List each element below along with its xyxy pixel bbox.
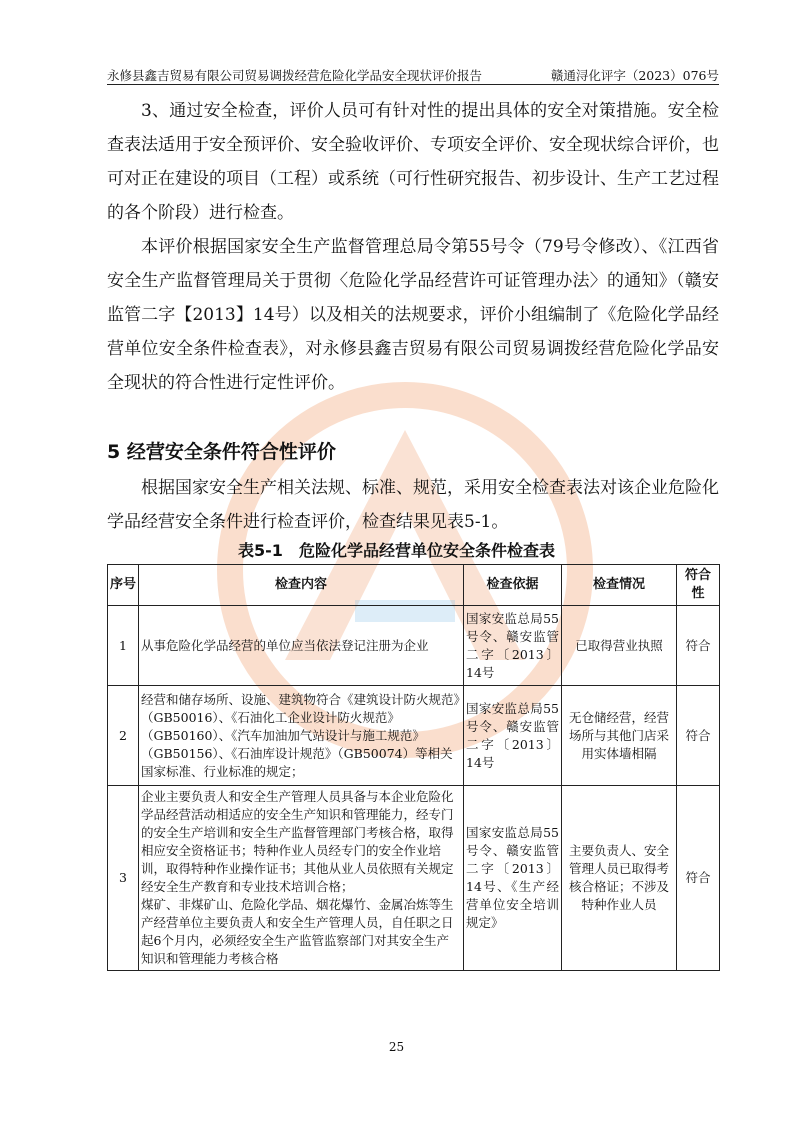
- row-content: [139, 786, 464, 971]
- row-result: 主要负责人、安全管理人员已取得考核合格证；不涉及特种作业人员: [562, 786, 677, 971]
- safety-check-table: [107, 564, 720, 971]
- row-conform: 符合: [677, 786, 720, 971]
- table-row: [108, 686, 720, 786]
- row-no: 1: [108, 606, 139, 686]
- row-content: [139, 686, 464, 786]
- row-basis: 国家安监总局55号令、赣安监管二字〔2013〕14号: [464, 686, 562, 786]
- row-content: [139, 606, 464, 686]
- row-basis: 国家安监总局55号令、赣安监管二字〔2013〕14号、《生产经营单位安全培训规定》: [464, 786, 562, 971]
- header-basis: 检查依据: [464, 565, 562, 606]
- header-report-number: 赣通浔化评字（2023）076号: [550, 68, 719, 83]
- table-row: [108, 786, 720, 971]
- page-header: [107, 62, 719, 85]
- row-result: 无仓储经营，经营场所与其他门店采用实体墙相隔: [562, 686, 677, 786]
- row-content-line: 从事危险化学品经营的单位应当依法登记注册为企业: [141, 637, 429, 653]
- page-number: 25: [388, 1040, 405, 1054]
- row-no: 2: [108, 686, 139, 786]
- table-header-row: [108, 565, 720, 606]
- intro-text: [107, 94, 719, 400]
- intro-paragraph-1: 3、通过安全检查，评价人员可有针对性的提出具体的安全对策措施。安全检查表法适用于安全预评价、安全验收评价、专项安全评价、安全现状综合评价，也可对正在建设的项目（工程）或系统（可行性研究报告、初步设计、生产工艺过程的各个阶段）进行检查。: [107, 101, 719, 223]
- row-content-line: 企业主要负责人和安全生产管理人员具备与本企业危险化学品经营活动相适应的安全生产知识和管理能力，经专门的安全生产培训和安全生产监督管理部门考核合格，取得相应安全资格证书；特种作业人员经专门的安全作业培训，取得特种作业操作证书；其他从业人员依照有关规定经安全生产教育和专业技术培训合格；: [141, 789, 454, 894]
- section-title: 5 经营安全条件符合性评价: [107, 441, 336, 463]
- header-no: 序号: [108, 565, 139, 606]
- header-report-title: 永修县鑫吉贸易有限公司贸易调拨经营危险化学品安全现状评价报告: [107, 68, 483, 83]
- row-basis: 国家安监总局55号令、赣安监管二字〔2013〕14号: [464, 606, 562, 686]
- row-result: 已取得营业执照: [562, 606, 677, 686]
- header-content: 检查内容: [139, 565, 464, 606]
- table-title: 表5-1 危险化学品经营单位安全条件检查表: [238, 541, 555, 560]
- row-content-line: 经营和储存场所、设施、建筑物符合《建筑设计防火规范》（GB50016）、《石油化工企业设计防火规范》（GB50160）、《汽车加油加气站设计与施工规范》（GB50156）、《石油库设计规范》（GB50074）等相关国家标准、行业标准的规定；: [141, 691, 460, 779]
- row-conform: 符合: [677, 606, 720, 686]
- section-paragraph: 根据国家安全生产相关法规、标准、规范，采用安全检查表法对该企业危险化学品经营安全条件进行检查评价，检查结果见表5-1。: [107, 478, 719, 532]
- header-conform: 符合性: [677, 565, 720, 606]
- intro-paragraph-2: 本评价根据国家安全生产监督管理总局令第55号令（79号令修改）、《江西省安全生产监督管理局关于贯彻〈危险化学品经营许可证管理办法〉的通知》（赣安监管二字【2013】14号）以及相关的法规要求，评价小组编制了《危险化学品经营单位安全条件检查表》，对永修县鑫吉贸易有限公司贸易调拨经营危险化学品安全现状的符合性进行定性评价。: [107, 237, 719, 393]
- row-no: 3: [108, 786, 139, 971]
- table-row: [108, 606, 720, 686]
- row-conform: 符合: [677, 686, 720, 786]
- header-result: 检查情况: [562, 565, 677, 606]
- row-content-line: 煤矿、非煤矿山、危险化学品、烟花爆竹、金属冶炼等生产经营单位主要负责人和安全生产管理人员，自任职之日起6个月内，必须经安全生产监管监察部门对其安全生产知识和管理能力考核合格: [141, 897, 454, 966]
